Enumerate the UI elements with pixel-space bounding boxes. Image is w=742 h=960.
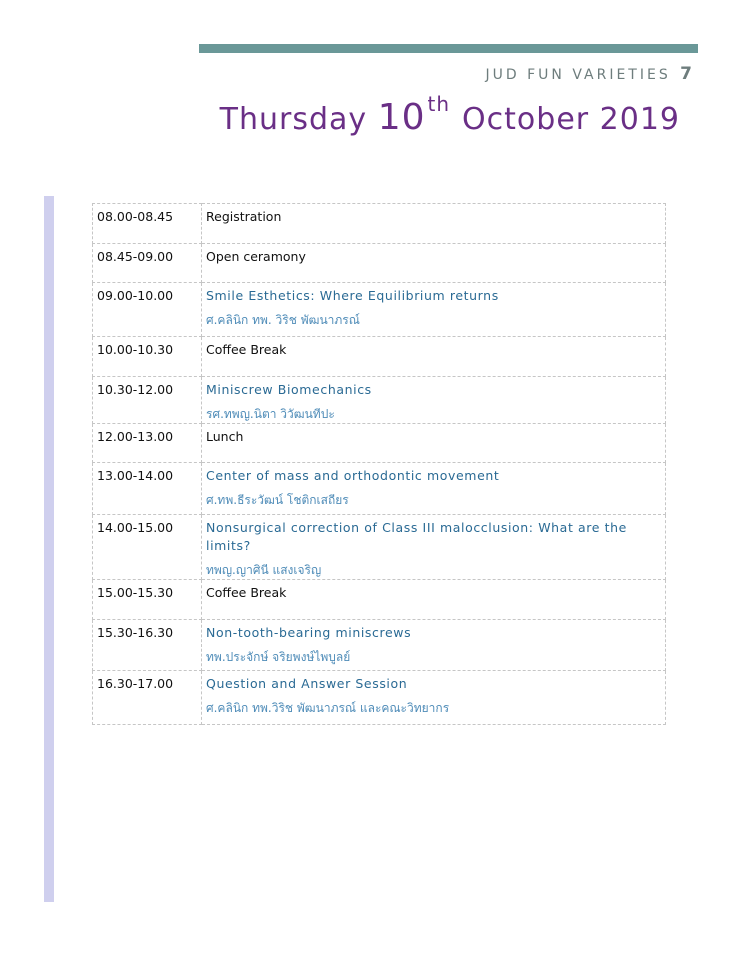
event-cell <box>202 424 666 463</box>
time-cell: 12.00-13.00 <box>93 424 202 463</box>
table-row <box>93 580 666 620</box>
event-title: Coffee Break <box>206 585 287 600</box>
talk-title: Center of mass and orthodontic movement <box>206 468 500 483</box>
time-cell: 15.30-16.30 <box>93 620 202 671</box>
talk-title: Miniscrew Biomechanics <box>206 382 372 397</box>
event-cell <box>202 244 666 283</box>
event-cell <box>202 671 666 725</box>
talk-title: Question and Answer Session <box>206 676 408 691</box>
date-month-year: October 2019 <box>462 102 680 137</box>
running-header <box>486 64 693 84</box>
speaker-name: ทพญ.ญาศินี แสงเจริญ <box>206 563 322 577</box>
date-day: 10 <box>377 97 426 138</box>
event-cell <box>202 620 666 671</box>
event-cell <box>202 204 666 244</box>
speaker-name: ศ.คลินิก ทพ.วิริช พัฒนาภรณ์ และคณะวิทยากร <box>206 701 450 715</box>
time-cell: 10.00-10.30 <box>93 337 202 377</box>
event-cell <box>202 377 666 424</box>
event-title: Lunch <box>206 429 244 444</box>
table-row <box>93 424 666 463</box>
side-accent-bar <box>44 196 54 902</box>
time-cell: 15.00-15.30 <box>93 580 202 620</box>
table-row <box>93 620 666 671</box>
event-cell <box>202 283 666 337</box>
table-row <box>93 283 666 337</box>
running-title: JUD FUN VARIETIES <box>485 67 671 83</box>
time-cell: 14.00-15.00 <box>93 515 202 580</box>
speaker-name: รศ.ทพญ.นิตา วิวัฒนทีปะ <box>206 407 335 421</box>
time-cell: 10.30-12.00 <box>93 377 202 424</box>
talk-title: Nonsurgical correction of Class III malocclusion: What are the limits? <box>206 520 627 553</box>
time-cell: 08.00-08.45 <box>93 204 202 244</box>
table-row <box>93 244 666 283</box>
speaker-name: ทพ.ประจักษ์ จริยพงษ์ไพบูลย์ <box>206 650 351 664</box>
event-cell <box>202 580 666 620</box>
schedule-table <box>92 203 666 725</box>
event-cell <box>202 463 666 515</box>
date-weekday: Thursday <box>219 102 368 137</box>
table-row <box>93 204 666 244</box>
talk-title: Non-tooth-bearing miniscrews <box>206 625 412 640</box>
table-row <box>93 377 666 424</box>
header-accent-bar <box>199 44 698 53</box>
table-row <box>93 515 666 580</box>
date-suffix: th <box>427 92 451 116</box>
event-title: Registration <box>206 209 282 224</box>
speaker-name: ศ.ทพ.ธีระวัฒน์ โชติกเสถียร <box>206 493 349 507</box>
speaker-name: ศ.คลินิก ทพ. วิริช พัฒนาภรณ์ <box>206 313 360 327</box>
time-cell: 16.30-17.00 <box>93 671 202 725</box>
time-cell: 08.45-09.00 <box>93 244 202 283</box>
event-cell <box>202 515 666 580</box>
page-title <box>220 92 680 138</box>
table-row <box>93 337 666 377</box>
event-title: Open ceramony <box>206 249 306 264</box>
time-cell: 13.00-14.00 <box>93 463 202 515</box>
table-row <box>93 463 666 515</box>
time-cell: 09.00-10.00 <box>93 283 202 337</box>
talk-title: Smile Esthetics: Where Equilibrium returns <box>206 288 499 303</box>
event-title: Coffee Break <box>206 342 287 357</box>
event-cell <box>202 337 666 377</box>
table-row <box>93 671 666 725</box>
page-number: 7 <box>680 64 692 84</box>
